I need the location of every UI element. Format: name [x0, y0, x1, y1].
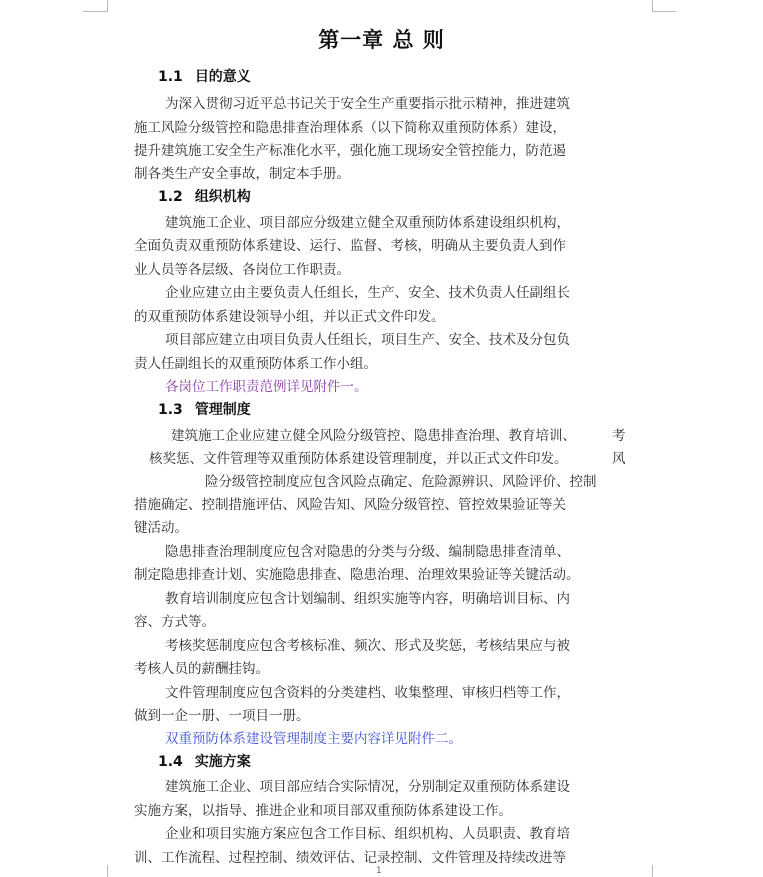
- section-number: 1.3: [158, 402, 183, 418]
- paragraph-line: 文件管理制度应包含资料的分类建档、收集整理、审核归档等工作，: [165, 685, 570, 701]
- paragraph-line: 建筑施工企业、项目部应分级建立健全双重预防体系建设组织机构，: [165, 215, 570, 231]
- paragraph-line: 建筑施工企业应建立健全风险分级管控、隐患排查治理、教育培训、: [171, 428, 576, 444]
- paragraph-line: 险分级管控制度应包含风险点确定、危险源辨识、风险评价、控制: [205, 474, 597, 490]
- section-title: 实施方案: [194, 754, 251, 770]
- paragraph-line: 建筑施工企业、项目部应结合实际情况，分别制定双重预防体系建设: [165, 779, 570, 795]
- paragraph-line: 提升建筑施工安全生产标准化水平，强化施工现场安全管控能力，防范遏: [134, 143, 566, 159]
- paragraph-line: 措施确定、控制措施评估、风险告知、风险分级管控、管控效果验证等关: [134, 497, 566, 513]
- section-number: 1.4: [158, 754, 183, 770]
- crop-mark: [107, 0, 108, 12]
- section-number: 1.2: [158, 189, 183, 205]
- paragraph-line: 全面负责双重预防体系建设、运行、监督、考核，明确从主要负责人到作: [134, 238, 566, 254]
- paragraph-line: 容、方式等。: [134, 614, 215, 630]
- paragraph-line: 项目部应建立由项目负责人任组长，项目生产、安全、技术及分包负: [165, 332, 570, 348]
- paragraph-line: 考: [612, 428, 626, 444]
- paragraph-line: 企业和项目实施方案应包含工作目标、组织机构、人员职责、教育培: [165, 826, 570, 842]
- paragraph-line: 的双重预防体系建设领导小组，并以正式文件印发。: [134, 309, 445, 325]
- paragraph-line: 责人任副组长的双重预防体系工作小组。: [134, 356, 377, 372]
- paragraph-line: 企业应建立由主要负责人任组长，生产、安全、技术负责人任副组长: [165, 285, 570, 301]
- paragraph-line: 做到一企一册、一项目一册。: [134, 708, 310, 724]
- paragraph-line: 实施方案，以指导、推进企业和项目部双重预防体系建设工作。: [134, 803, 512, 819]
- appendix-link[interactable]: 双重预防体系建设管理制度主要内容详见附件二。: [165, 731, 462, 747]
- section-heading: [158, 751, 251, 771]
- section-title: 组织机构: [194, 189, 251, 205]
- crop-mark: [107, 865, 108, 877]
- paragraph-line: 施工风险分级管控和隐患排查治理体系（以下简称双重预防体系）建设，: [134, 120, 566, 136]
- paragraph-line: 考核奖惩制度应包含考核标准、频次、形式及奖惩，考核结果应与被: [165, 638, 570, 654]
- crop-mark: [83, 11, 107, 12]
- paragraph-line: 业人员等各层级、各岗位工作职责。: [134, 262, 350, 278]
- appendix-link[interactable]: 各岗位工作职责范例详见附件一。: [165, 379, 368, 395]
- section-heading: [158, 66, 251, 86]
- paragraph-line: 制各类生产安全事故，制定本手册。: [134, 166, 350, 182]
- chapter-title: 第一章 总 则: [318, 28, 445, 52]
- section-title: 管理制度: [194, 402, 251, 418]
- paragraph-line: 教育培训制度应包含计划编制、组织实施等内容，明确培训目标、内: [165, 591, 570, 607]
- paragraph-line: 风: [612, 451, 626, 467]
- paragraph-line: 考核人员的薪酬挂钩。: [134, 661, 269, 677]
- section-number: 1.1: [158, 69, 183, 85]
- crop-mark: [652, 865, 653, 877]
- paragraph-line: 为深入贯彻习近平总书记关于安全生产重要指示批示精神，推进建筑: [165, 96, 570, 112]
- crop-mark: [652, 0, 653, 12]
- paragraph-line: 制定隐患排查计划、实施隐患排查、隐患治理、治理效果验证等关键活动。: [134, 567, 580, 583]
- paragraph-line: 训、工作流程、过程控制、绩效评估、记录控制、文件管理及持续改进等: [134, 850, 566, 866]
- paragraph-line: 隐患排查治理制度应包含对隐患的分类与分级、编制隐患排查清单、: [165, 544, 570, 560]
- paragraph-line: 核奖惩、文件管理等双重预防体系建设管理制度，并以正式文件印发。: [149, 451, 568, 467]
- paragraph-line: 键活动。: [134, 520, 188, 536]
- section-title: 目的意义: [194, 69, 251, 85]
- section-heading: [158, 186, 251, 206]
- page-number: 1: [376, 866, 382, 876]
- crop-mark: [652, 11, 676, 12]
- section-heading: [158, 399, 251, 419]
